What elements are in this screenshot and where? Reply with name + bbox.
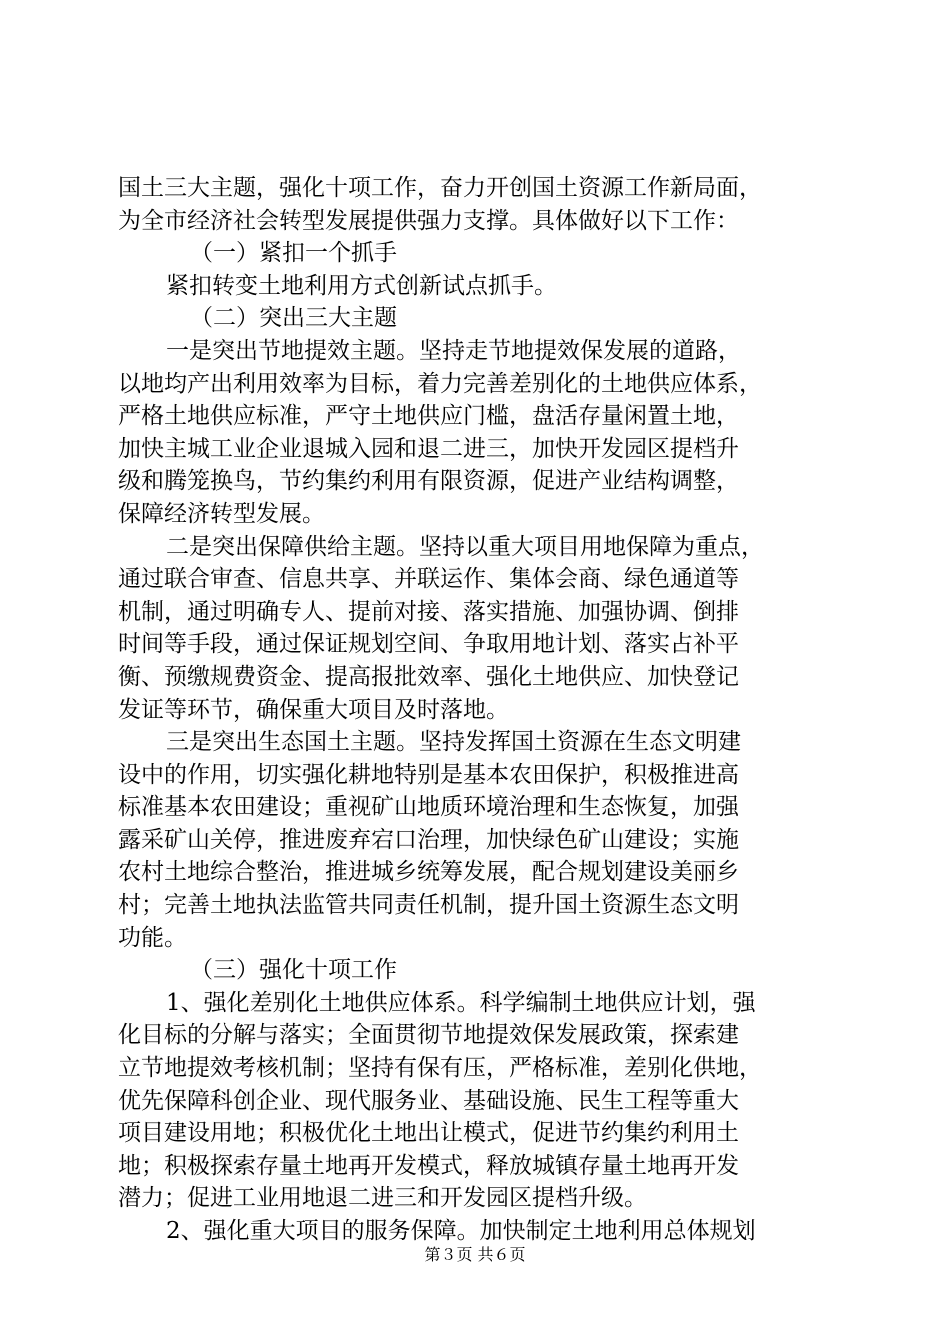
text-line: 一是突出节地提效主题。坚持走节地提效保发展的道路，: [166, 337, 741, 364]
section-heading: （二）突出三大主题: [190, 305, 397, 332]
text-line: 为全市经济社会转型发展提供强力支撑。具体做好以下工作：: [118, 207, 739, 234]
text-line: 保障经济转型发展。: [118, 500, 325, 527]
text-line: 通过联合审查、信息共享、并联运作、集体会商、绿色通道等: [118, 566, 739, 593]
document-body: [118, 172, 834, 1248]
text-line: 立节地提效考核机制；坚持有保有压，严格标准，差别化供地，: [118, 1055, 762, 1082]
text-line: 级和腾笼换鸟，节约集约利用有限资源，促进产业结构调整，: [118, 468, 739, 495]
text-line: 项目建设用地；积极优化土地出让模式，促进节约集约利用土: [118, 1120, 739, 1147]
text-line: 设中的作用，切实强化耕地特别是基本农田保护，积极推进高: [118, 761, 739, 788]
text-line: 发证等环节，确保重大项目及时落地。: [118, 696, 509, 723]
text-line: 二是突出保障供给主题。坚持以重大项目用地保障为重点，: [166, 533, 764, 560]
text-line: 机制，通过明确专人、提前对接、落实措施、加强协调、倒排: [118, 598, 739, 625]
text-line: 紧扣转变土地利用方式创新试点抓手。: [166, 272, 557, 299]
text-line: 2、强化重大项目的服务保障。加快制定土地利用总体规划: [166, 1218, 756, 1244]
text-line: 加快主城工业企业退城入园和退二进三，加快开发园区提档升: [118, 435, 739, 462]
text-line: 时间等手段，通过保证规划空间、争取用地计划、落实占补平: [118, 631, 739, 658]
text-line: 三是突出生态国土主题。坚持发挥国土资源在生态文明建: [166, 729, 741, 756]
text-line: 标准基本农田建设；重视矿山地质环境治理和生态恢复，加强: [118, 794, 739, 821]
text-line: 农村土地综合整治，推进城乡统筹发展，配合规划建设美丽乡: [118, 859, 739, 886]
text-line: 严格土地供应标准，严守土地供应门槛，盘活存量闲置土地，: [118, 403, 739, 430]
page-number-footer: 第３页 共６页: [424, 1245, 526, 1264]
text-line: 功能。: [118, 924, 187, 951]
section-heading: （一）紧扣一个抓手: [190, 240, 397, 267]
text-line: 1、强化差别化土地供应体系。科学编制土地供应计划，强: [166, 989, 756, 1016]
text-line: 国土三大主题，强化十项工作，奋力开创国土资源工作新局面，: [118, 175, 762, 201]
text-line: 优先保障科创企业、现代服务业、基础设施、民生工程等重大: [118, 1087, 739, 1114]
text-line: 村；完善土地执法监管共同责任机制，提升国土资源生态文明: [118, 892, 739, 919]
text-line: 地；积极探索存量土地再开发模式，释放城镇存量土地再开发: [118, 1152, 739, 1179]
text-line: 潜力；促进工业用地退二进三和开发园区提档升级。: [118, 1185, 647, 1212]
text-line: 以地均产出利用效率为目标，着力完善差别化的土地供应体系，: [118, 370, 762, 397]
text-line: 衡、预缴规费资金、提高报批效率、强化土地供应、加快登记: [118, 663, 739, 690]
text-line: 化目标的分解与落实；全面贯彻节地提效保发展政策，探索建: [118, 1022, 739, 1049]
section-heading: （三）强化十项工作: [190, 957, 397, 984]
text-line: 露采矿山关停，推进废弃宕口治理，加快绿色矿山建设；实施: [118, 826, 739, 853]
